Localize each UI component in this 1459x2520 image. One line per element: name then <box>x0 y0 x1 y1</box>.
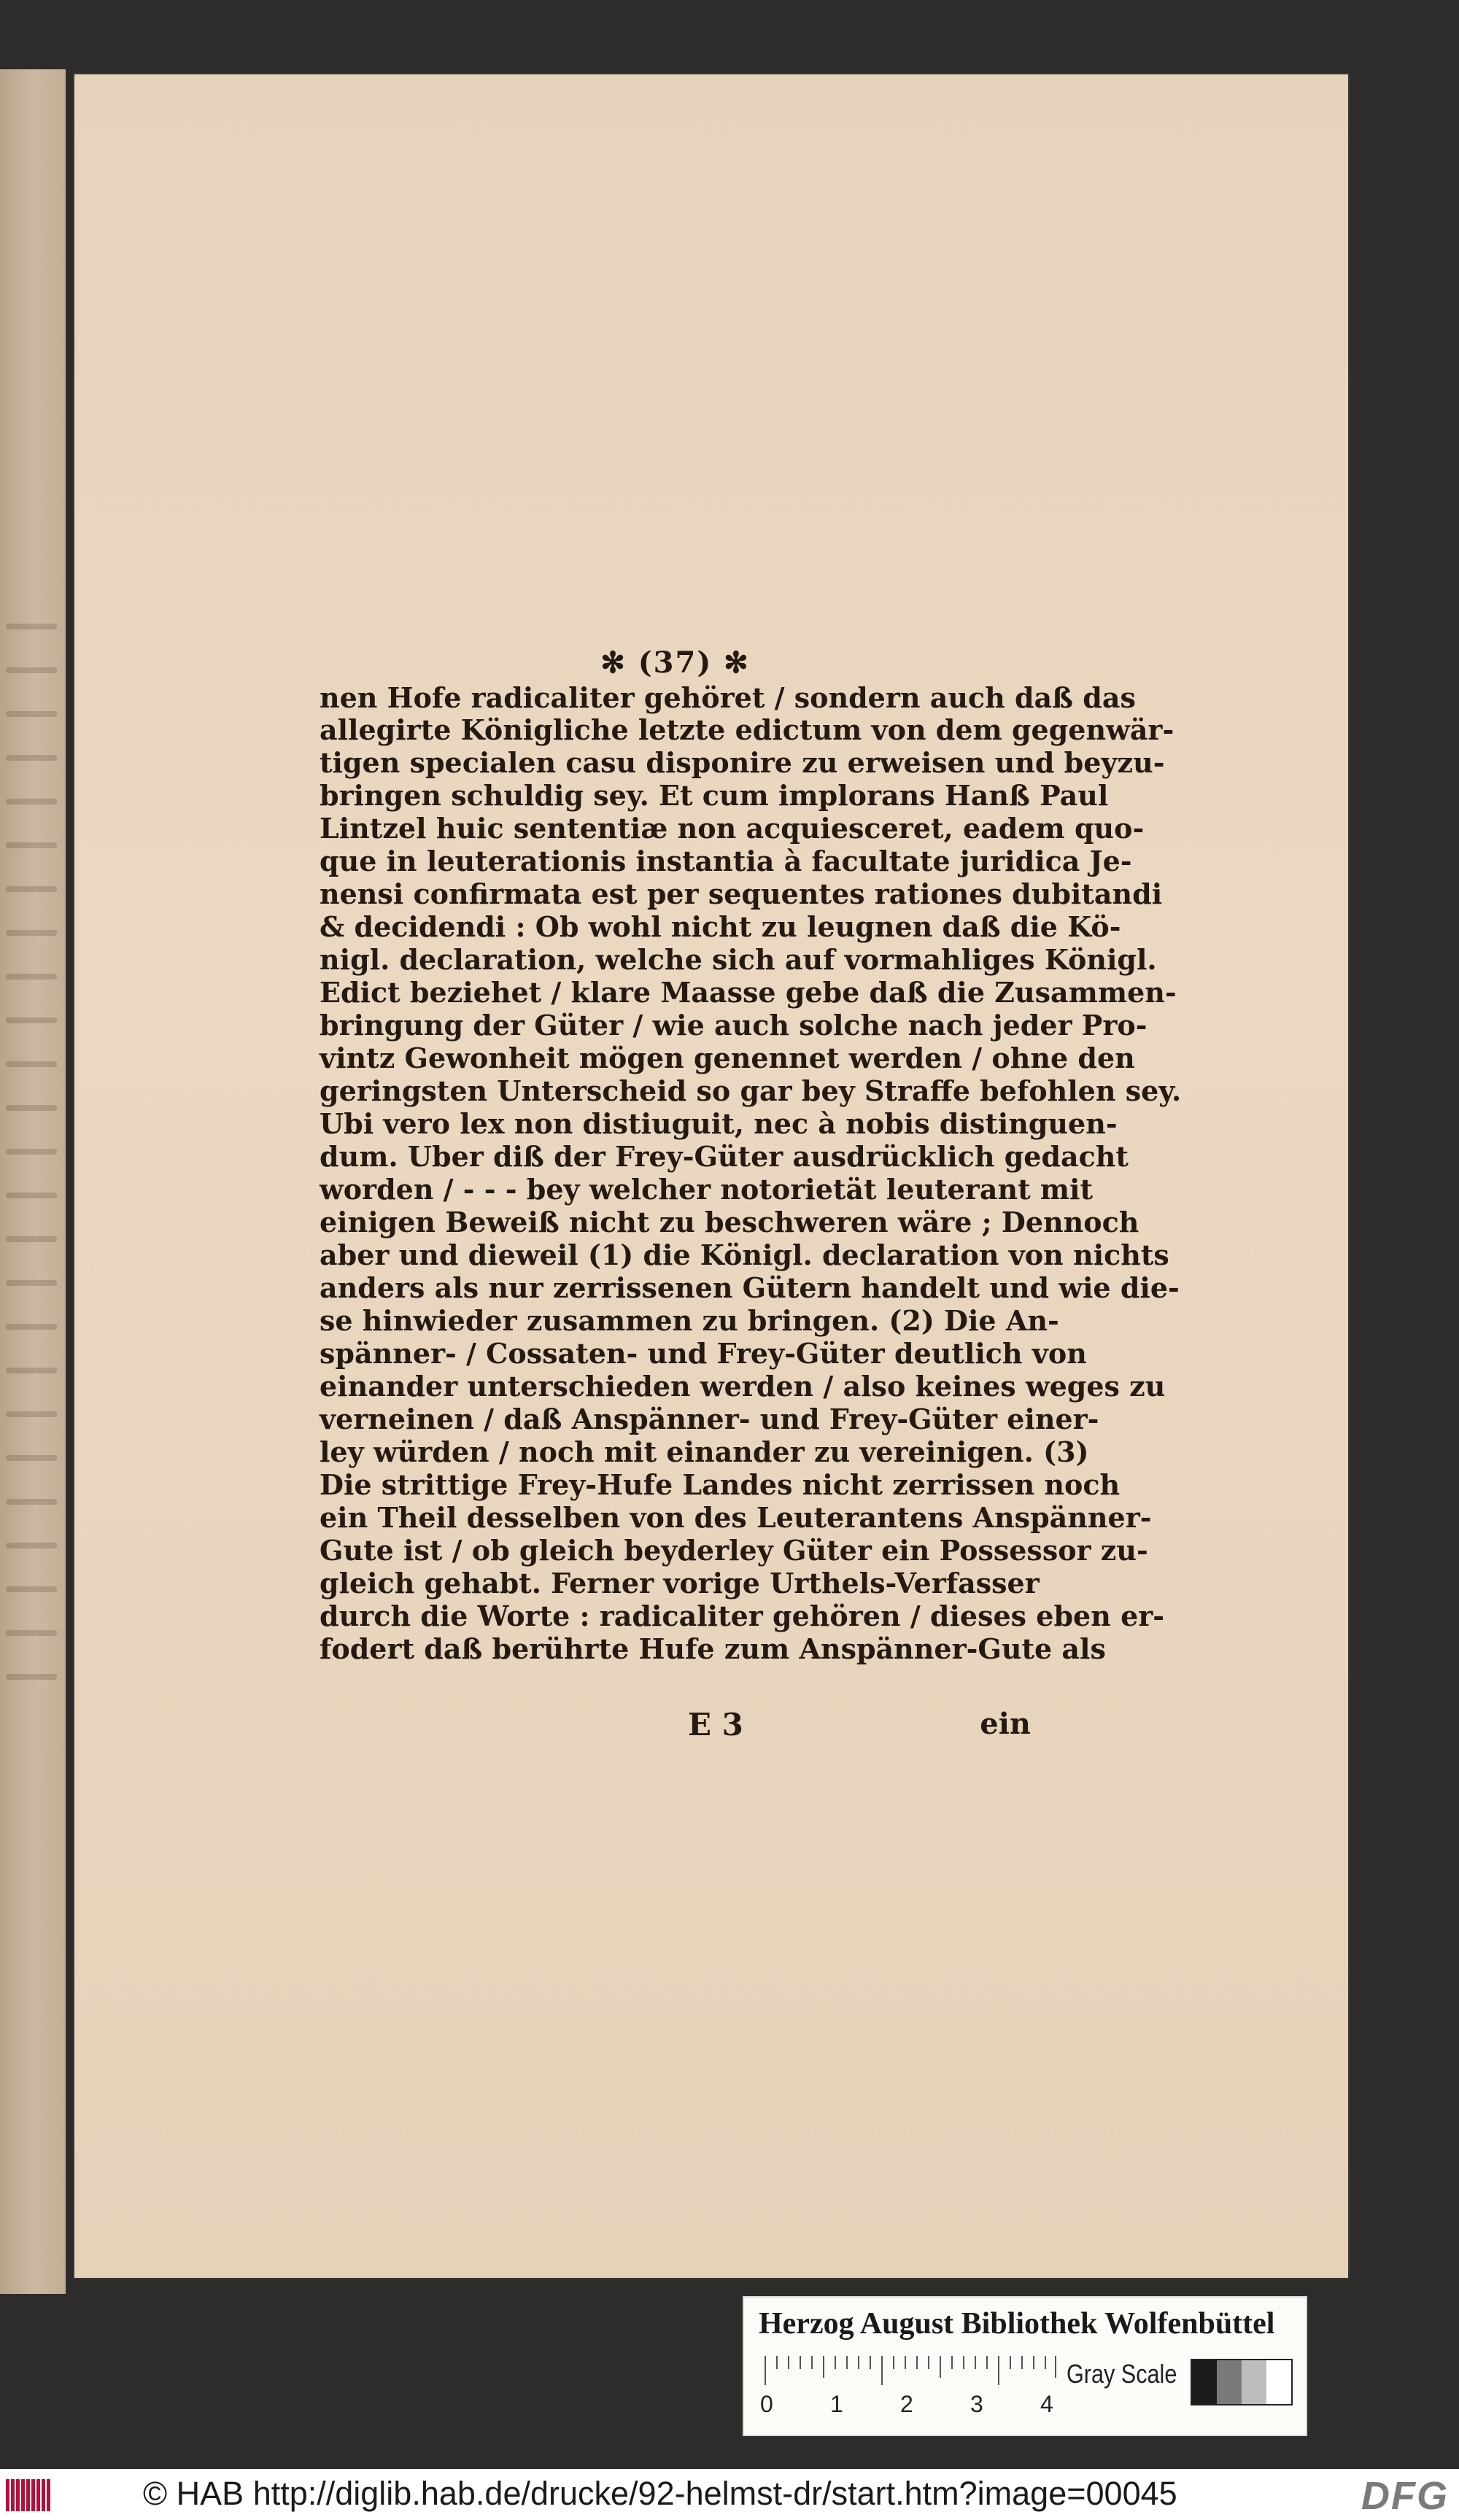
gray-scale-label: Gray Scale <box>1067 2359 1177 2389</box>
text-line: bringung der Güter / wie auch solche nach jeder Pro- <box>320 1009 1148 1042</box>
footer-bar <box>0 2469 1459 2520</box>
dfg-logo: DFG <box>1361 2474 1449 2518</box>
text-line: Lintzel huic sententiæ non acquiesceret, eadem quo- <box>320 812 1145 845</box>
text-line: anders als nur zerrissenen Gütern handelt und wie die- <box>320 1271 1180 1304</box>
text-line: gleich gehabt. Ferner vorige Urthels-Verfasser <box>320 1567 1040 1600</box>
page-number-header: ✻ (37) ✻ <box>600 645 750 680</box>
text-line: ein Theil desselben von des Leuterantens Anspänner- <box>320 1501 1152 1534</box>
text-line: nigl. declaration, welche sich auf vormahliges Königl. <box>320 943 1157 976</box>
copyright-link[interactable]: © HAB http://diglib.hab.de/drucke/92-helmst-dr/start.htm?image=00045 <box>143 2475 1177 2512</box>
text-line: nensi confirmata est per sequentes rationes dubitandi <box>320 877 1163 910</box>
text-line: vintz Gewonheit mögen genennet werden / ohne den <box>320 1042 1135 1074</box>
text-line: Ubi vero lex non distiuguit, nec à nobis distinguen- <box>320 1107 1118 1140</box>
text-line: bringen schuldig sey. Et cum implorans Hanß Paul <box>320 779 1109 812</box>
color-reference-card <box>743 2296 1307 2436</box>
ruler-number: 2 <box>900 2391 913 2417</box>
text-line: tigen specialen casu disponire zu erweisen und beyzu- <box>320 746 1165 779</box>
text-line: allegirte Königliche letzte edictum von dem gegenwär- <box>320 713 1174 746</box>
ruler-number: 1 <box>830 2391 843 2417</box>
text-line: Die strittige Frey-Hufe Landes nicht zerrissen noch <box>320 1468 1121 1501</box>
text-line: aber und dieweil (1) die Königl. declaration von nichts <box>320 1238 1169 1271</box>
gray-swatch <box>1266 2360 1291 2404</box>
text-line: Edict beziehet / klare Maasse gebe daß die Zusammen- <box>320 976 1177 1009</box>
text-line: ley würden / noch mit einander zu vereinigen. (3) <box>320 1435 1089 1468</box>
gray-swatch <box>1217 2360 1242 2404</box>
text-line: dum. Uber diß der Frey-Güter ausdrücklich gedacht <box>320 1140 1129 1173</box>
text-block <box>320 576 1182 1742</box>
text-line: & decidendi : Ob wohl nicht zu leugnen daß die Kö- <box>320 910 1121 943</box>
signature-mark: E 3 <box>688 1707 743 1742</box>
ruler <box>765 2356 1056 2385</box>
ruler-number: 0 <box>760 2391 773 2417</box>
text-line: geringsten Unterscheid so gar bey Straffe befohlen sey. <box>320 1074 1182 1107</box>
text-line: verneinen / daß Anspänner- und Frey-Güter einer- <box>320 1403 1099 1435</box>
text-line: einigen Beweiß nicht zu beschweren wäre ; Dennoch <box>320 1206 1139 1238</box>
text-line: spänner- / Cossaten- und Frey-Güter deutlich von <box>320 1337 1087 1370</box>
book-page <box>73 73 1350 2279</box>
gray-swatch <box>1192 2360 1217 2404</box>
library-name: Herzog August Bibliothek Wolfenbüttel <box>759 2307 1275 2341</box>
text-line: worden / - - - bey welcher notorietät leuterant mit <box>320 1173 1094 1206</box>
text-line: durch die Worte : radicaliter gehören / dieses eben er- <box>320 1600 1165 1632</box>
text-line: Gute ist / ob gleich beyderley Güter ein Possessor zu- <box>320 1534 1148 1567</box>
gray-scale-swatches <box>1191 2359 1293 2405</box>
previous-page-edge <box>0 69 66 2294</box>
ruler-number: 3 <box>970 2391 983 2417</box>
text-line: einander unterschieden werden / also keines weges zu <box>320 1370 1166 1403</box>
ruler-number: 4 <box>1040 2391 1053 2417</box>
hab-barcode-icon <box>6 2479 57 2511</box>
text-line: que in leuterationis instantia à facultate juridica Je- <box>320 845 1132 877</box>
catchword: ein <box>980 1707 1031 1741</box>
text-line: nen Hofe radicaliter gehöret / sondern auch daß das <box>320 681 1136 714</box>
gray-swatch <box>1242 2360 1266 2404</box>
text-line: fodert daß berührte Hufe zum Anspänner-Gute als <box>320 1632 1106 1665</box>
text-line: se hinwieder zusammen zu bringen. (2) Die An- <box>320 1304 1059 1337</box>
